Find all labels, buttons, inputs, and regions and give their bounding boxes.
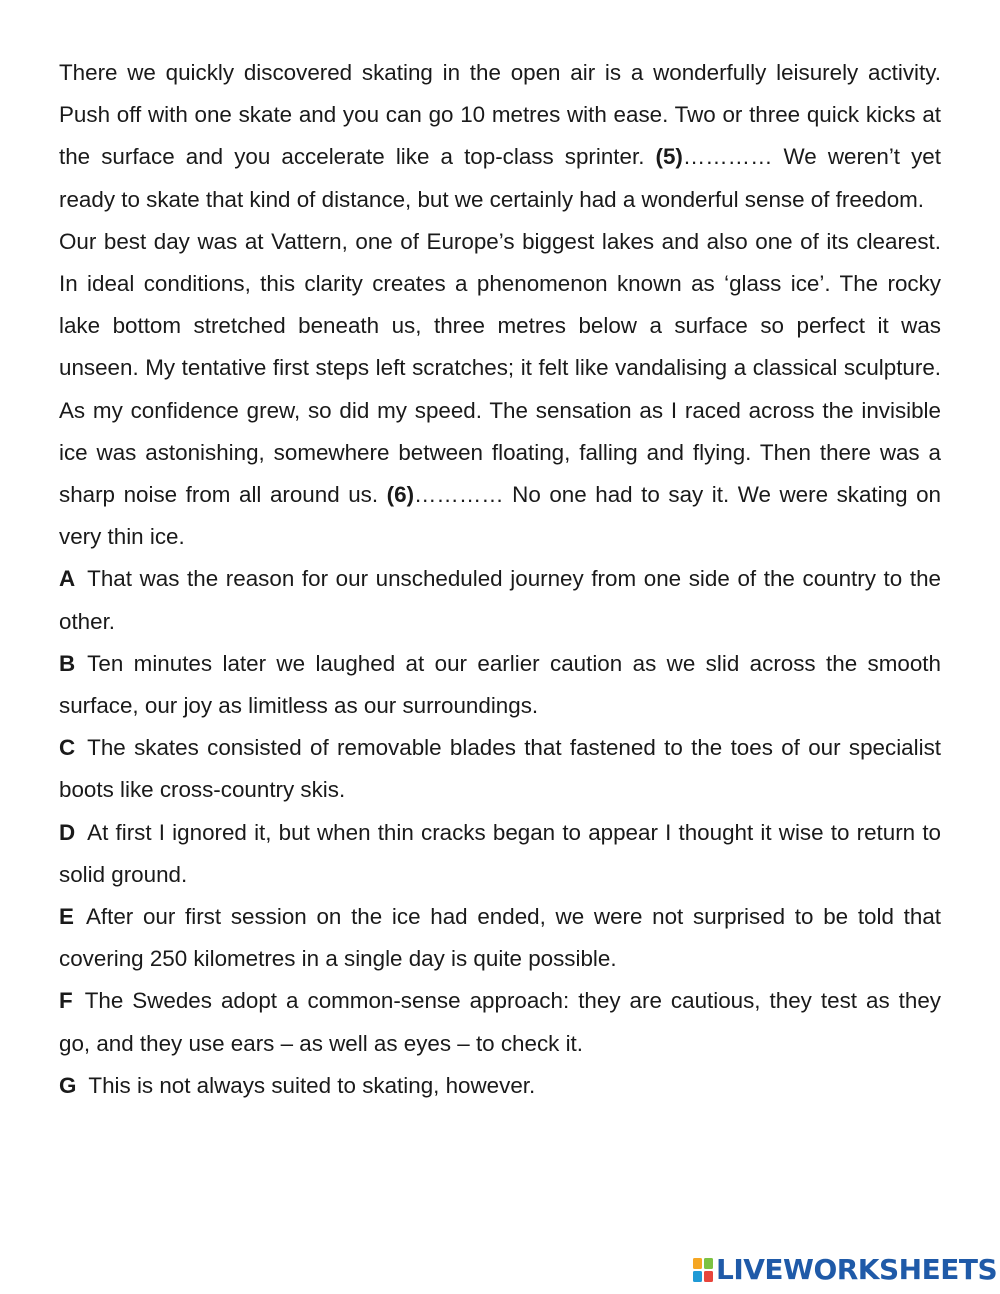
option-c — [59, 727, 941, 811]
brand-name: LIVEWORKSHEETS — [716, 1253, 998, 1286]
option-letter: G — [59, 1072, 77, 1098]
option-text: The Swedes adopt a common-sense approach: they are cautious, they test as they go, and they use ears – as well as eyes – to check it. — [59, 988, 941, 1056]
passage-paragraph-2 — [59, 221, 941, 559]
option-letter: F — [59, 988, 73, 1014]
option-letter: E — [59, 904, 74, 930]
option-text: This is not always suited to skating, however. — [88, 1072, 536, 1098]
paragraph-text: Our best day was at Vattern, one of Europe’s biggest lakes and also one of its clearest. In ideal conditions, this clarity creates a phenomenon known as ‘glass ice’. The rocky lake bottom stretched beneath us, three metres below a surface so perfect it was unseen. My tentative first steps left scratches; it felt like vandalising a classical sculpture. As my confidence grew, so did my speed. The sensation as I raced across the invisible ice was astonishing, somewhere between floating, falling and flying. Then there was a sharp noise from all around us. — [59, 228, 941, 508]
option-letter: C — [59, 735, 76, 761]
gap-5 — [656, 144, 773, 169]
option-g — [59, 1065, 941, 1107]
paragraph-text: There we quickly discovered skating in the open air is a wonderfully leisurely activity. Push off with one skate and you can go 10 metres with ease. Two or three quick kicks at the surface and you accelerate like a top-class sprinter. — [59, 60, 941, 170]
gap-label: (5) — [655, 144, 683, 170]
option-b — [59, 643, 941, 727]
gap-label: (6) — [386, 482, 415, 508]
option-letter: D — [59, 819, 76, 845]
paragraph-text: No one had to say it. We were skating on very thin ice. — [59, 482, 941, 550]
option-letter: A — [59, 566, 76, 592]
option-text: The skates consisted of removable blades that fastened to the toes of our specialist boots like cross-country skis. — [59, 735, 941, 803]
passage-paragraph-1 — [59, 52, 941, 221]
gap-dots: ………… — [414, 482, 504, 508]
option-text: After our first session on the ice had ended, we were not surprised to be told that covering 250 kilometres in a single day is quite possible. — [59, 904, 941, 972]
option-text: Ten minutes later we laughed at our earlier caution as we slid across the smooth surface, our joy as limitless as our surroundings. — [59, 650, 941, 719]
gap-6 — [387, 482, 504, 507]
option-e — [59, 896, 941, 980]
option-f — [59, 980, 941, 1064]
option-a — [59, 558, 941, 642]
gap-dots: ………… — [682, 144, 773, 170]
option-d — [59, 812, 941, 896]
liveworksheets-logo — [692, 1254, 997, 1286]
option-text: That was the reason for our unscheduled journey from one side of the country to the other. — [59, 566, 941, 634]
paragraph-text: We weren’t yet ready to skate that kind of distance, but we certainly had a wonderful sense of freedom. — [59, 144, 941, 212]
liveworksheets-logo-icon — [692, 1257, 714, 1283]
option-letter: B — [59, 650, 76, 676]
worksheet-page — [59, 52, 941, 1107]
option-text: At first I ignored it, but when thin cracks began to appear I thought it wise to return to solid ground. — [59, 819, 941, 887]
